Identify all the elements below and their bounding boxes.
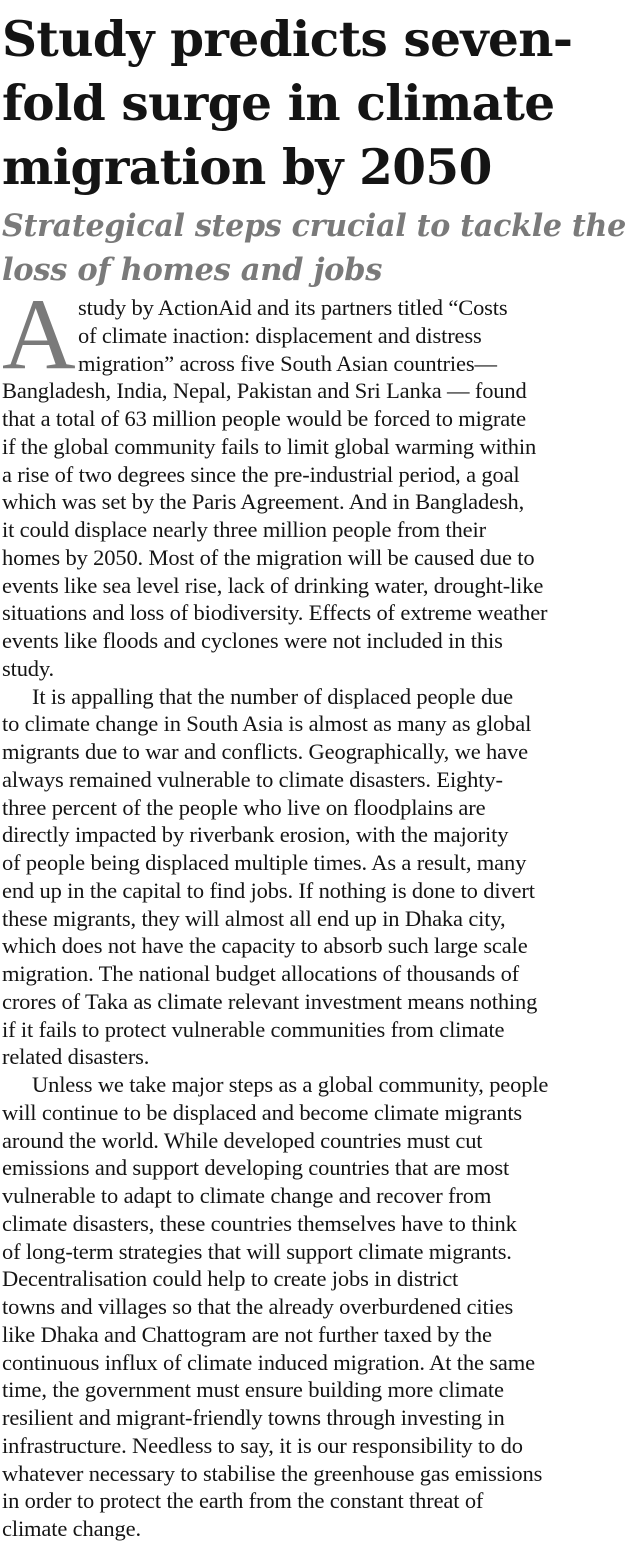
body-line: climate disasters, these countries themselves have to think: [2, 1210, 517, 1236]
body-line: related disasters.: [2, 1044, 150, 1070]
body-line: study.: [2, 655, 55, 681]
body-line: around the world. While developed countries must cut: [2, 1127, 483, 1153]
body-line: will continue to be displaced and become climate migrants: [2, 1099, 523, 1125]
body-line: if it fails to protect vulnerable communities from climate: [2, 1016, 505, 1042]
article: [2, 0, 628, 1543]
body-line: whatever necessary to stabilise the greenhouse gas emissions: [2, 1460, 543, 1486]
body-line: Bangladesh, India, Nepal, Pakistan and Sri Lanka — found: [2, 378, 527, 404]
body-line: Decentralisation could help to create jobs in district: [2, 1266, 459, 1292]
body-line: time, the government must ensure building more climate: [2, 1377, 504, 1403]
body-line: to climate change in South Asia is almost as many as global: [2, 711, 532, 737]
body-line: vulnerable to adapt to climate change and recover from: [2, 1183, 492, 1208]
headline: [2, 0, 628, 200]
body-line: Unless we take major steps as a global community, people: [32, 1072, 549, 1097]
subheadline-line: Strategical steps crucial to tackle the: [2, 208, 627, 244]
body-line: homes by 2050. Most of the migration will be caused due to: [2, 544, 535, 570]
paragraph-3: [2, 1071, 628, 1543]
body-line: events like floods and cyclones were not included in this: [2, 628, 503, 653]
subheadline: [2, 200, 628, 292]
body-line: infrastructure. Needless to say, it is our responsibility to do: [2, 1432, 523, 1458]
body-line: always remained vulnerable to climate disasters. Eighty-: [2, 766, 503, 792]
body-line: towns and villages so that the already overburdened cities: [2, 1294, 514, 1319]
body-line: migration” across five South Asian countries—: [78, 350, 497, 376]
body-line: It is appalling that the number of displaced people due: [32, 683, 513, 709]
body-line: resilient and migrant-friendly towns through investing in: [2, 1405, 505, 1430]
headline-line: migration by 2050: [2, 139, 492, 196]
body-line: of long-term strategies that will support climate migrants.: [2, 1238, 512, 1264]
body-line: a rise of two degrees since the pre-industrial period, a goal: [2, 461, 520, 487]
headline-line: Study predicts seven-: [2, 11, 573, 68]
body-line: of climate inaction: displacement and distress: [78, 322, 482, 348]
body-line: if the global community fails to limit global warming within: [2, 433, 537, 459]
body-line: study by ActionAid and its partners titled “Costs: [78, 295, 508, 320]
body-line: climate change.: [2, 1516, 141, 1541]
body-line: which does not have the capacity to absorb such large scale: [2, 933, 528, 959]
headline-line: fold surge in climate: [2, 75, 555, 132]
body-line: migration. The national budget allocations of thousands of: [2, 961, 520, 986]
body-line: these migrants, they will almost all end up in Dhaka city,: [2, 905, 506, 931]
body-line: that a total of 63 million people would be forced to migrate: [2, 406, 526, 431]
body-line: directly impacted by riverbank erosion, with the majority: [2, 822, 509, 848]
body-line: events like sea level rise, lack of drinking water, drought-like: [2, 572, 544, 598]
body-line: crores of Taka as climate relevant investment means nothing: [2, 988, 538, 1014]
paragraph-2: [2, 683, 628, 1072]
subheadline-line: loss of homes and jobs: [2, 252, 383, 288]
body-line: in order to protect the earth from the constant threat of: [2, 1488, 484, 1514]
body-line: situations and loss of biodiversity. Effects of extreme weather: [2, 600, 548, 626]
body-line: three percent of the people who live on floodplains are: [2, 794, 486, 820]
drop-cap: A: [2, 278, 76, 391]
body-line: which was set by the Paris Agreement. And in Bangladesh,: [2, 489, 525, 515]
body-line: emissions and support developing countries that are most: [2, 1155, 510, 1181]
body-line: continuous influx of climate induced migration. At the same: [2, 1349, 535, 1375]
body-line: it could displace nearly three million people from their: [2, 517, 486, 542]
paragraph-1: [2, 278, 628, 683]
body-line: migrants due to war and conflicts. Geographically, we have: [2, 739, 528, 764]
body-line: of people being displaced multiple times. As a result, many: [2, 850, 527, 875]
body-line: end up in the capital to find jobs. If nothing is done to divert: [2, 877, 535, 903]
article-body: [2, 278, 628, 1543]
body-line: like Dhaka and Chattogram are not further taxed by the: [2, 1321, 492, 1347]
